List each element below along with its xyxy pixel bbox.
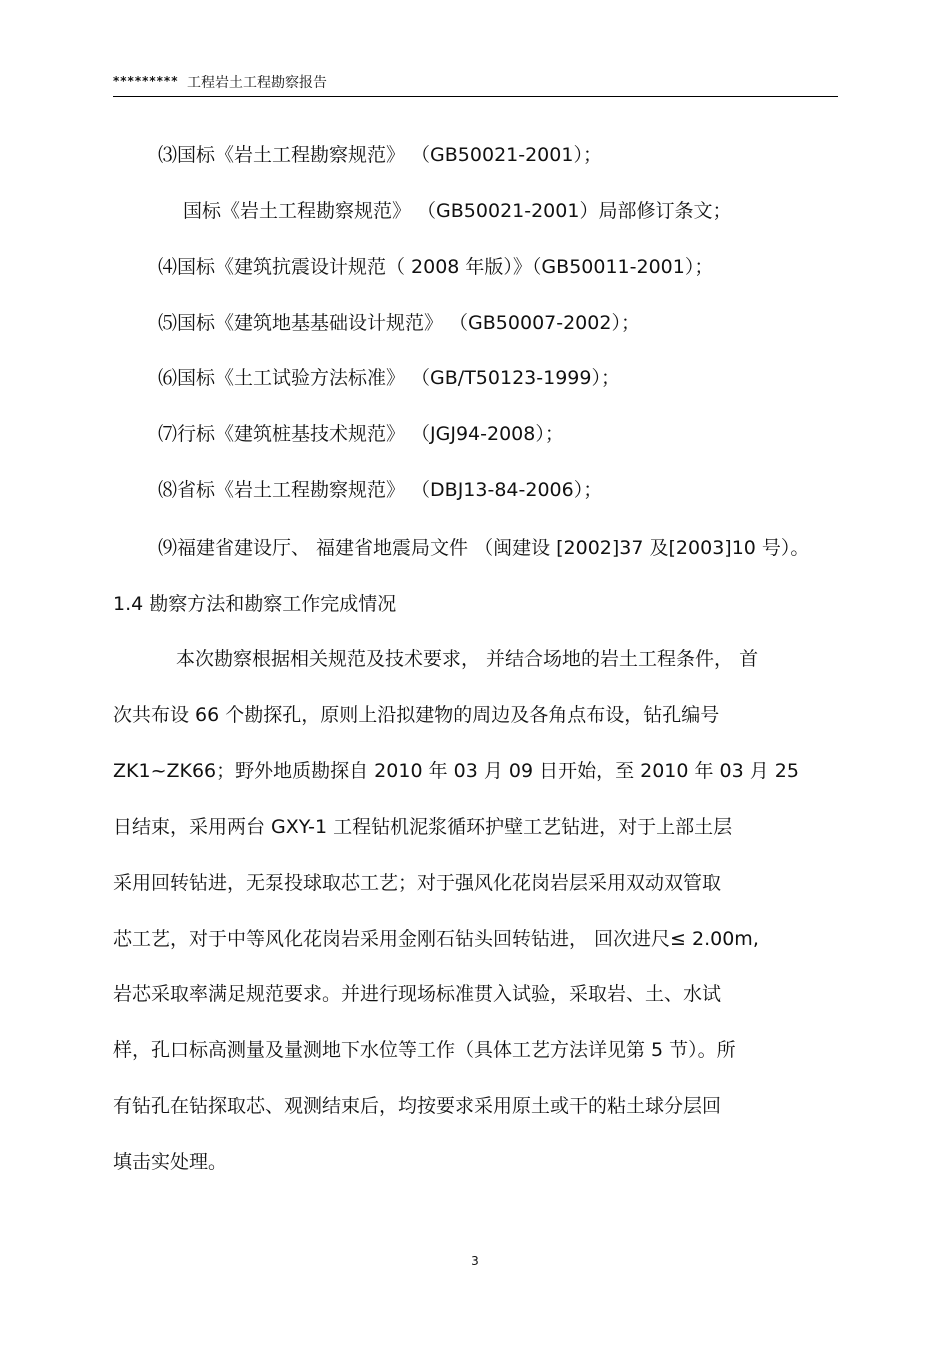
header-title: 工程岩土工程勘察报告 [187, 75, 327, 91]
paragraph-line: ZK1~ZK66；野外地质勘探自 2010 年 03 月 09 日开始，至 2010 年 03 月 25 [113, 760, 799, 782]
page-number: 3 [471, 1254, 479, 1268]
section-heading: 1.4 勘察方法和勘察工作完成情况 [113, 593, 397, 615]
page-header [113, 70, 838, 97]
paragraph-line: 填击实处理。 [113, 1151, 228, 1173]
paragraph-line: 采用回转钻进，无泵投球取芯工艺；对于强风化花岗岩层采用双动双管取 [113, 872, 722, 894]
paragraph-line: 次共布设 66 个勘探孔，原则上沿拟建物的周边及各角点布设，钻孔编号 [113, 704, 720, 726]
header-stars: ********* [113, 74, 179, 88]
paragraph-line: 本次勘察根据相关规范及技术要求， 并结合场地的岩土工程条件， 首 [176, 648, 759, 670]
reference-item: ⑷国标《建筑抗震设计规范（ 2008 年版）》（GB50011-2001）； [158, 256, 714, 278]
reference-item: ⑼福建省建设厅、 福建省地震局文件 （闽建设 [2002]37 及[2003]10 号）。 [158, 537, 810, 559]
reference-item: ⑹国标《土工试验方法标准》 （GB/T50123-1999）； [158, 367, 620, 389]
reference-item: ⑶国标《岩土工程勘察规范》 （GB50021-2001）； [158, 144, 602, 166]
reference-item: 国标《岩土工程勘察规范》 （GB50021-2001）局部修订条文； [183, 200, 732, 222]
reference-item: ⑸国标《建筑地基基础设计规范》 （GB50007-2002）； [158, 312, 640, 334]
paragraph-line: 芯工艺，对于中等风化花岗岩采用金刚石钻头回转钻进， 回次进尺≤ 2.00m, [113, 928, 759, 950]
paragraph-line: 日结束，采用两台 GXY-1 工程钻机泥浆循环护壁工艺钻进，对于上部土层 [113, 816, 733, 838]
paragraph-line: 岩芯采取率满足规范要求。并进行现场标准贯入试验，采取岩、土、水试 [113, 983, 722, 1005]
reference-item: ⑻省标《岩土工程勘察规范》 （DBJ13-84-2006）； [158, 479, 603, 501]
paragraph-line: 样，孔口标高测量及量测地下水位等工作（具体工艺方法详见第 5 节）。所 [113, 1039, 736, 1061]
reference-item: ⑺行标《建筑桩基技术规范》 （JGJ94-2008）； [158, 423, 564, 445]
paragraph-line: 有钻孔在钻探取芯、观测结束后，均按要求采用原土或干的粘土球分层回 [113, 1095, 722, 1117]
